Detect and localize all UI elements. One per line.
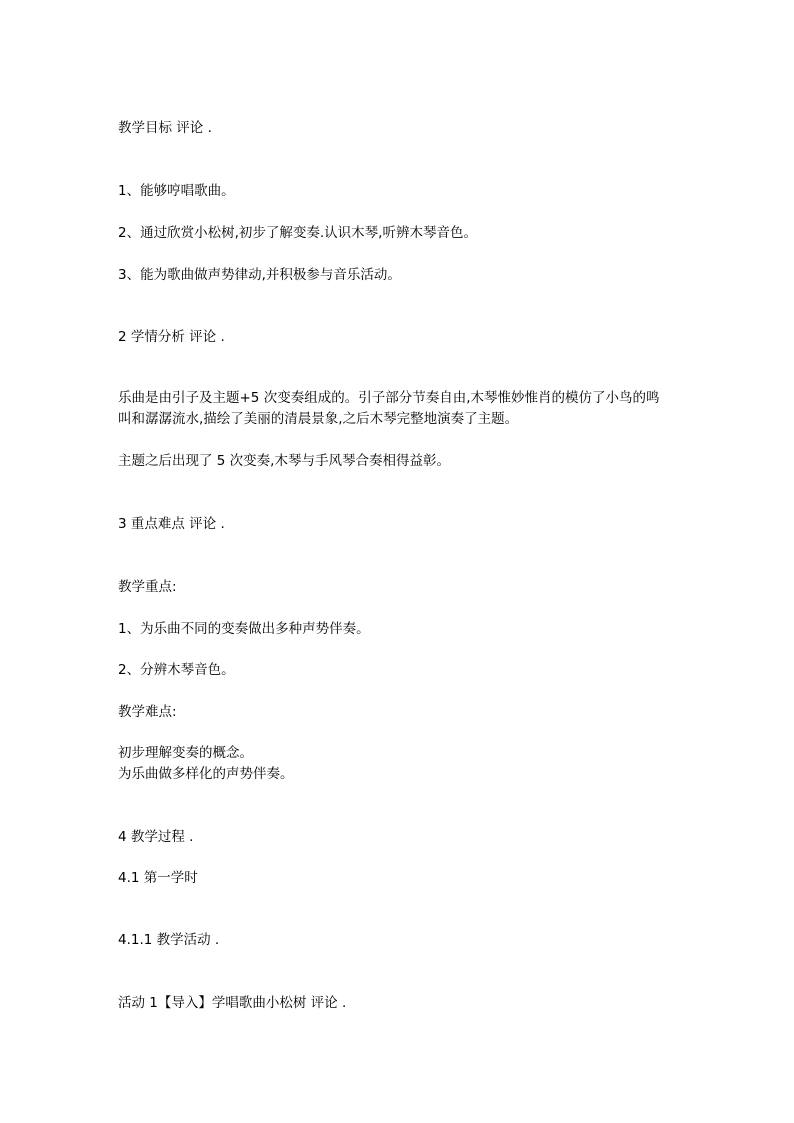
key-point-item-2: 2、分辨木琴音色。: [118, 662, 235, 678]
objective-item-2: 2、通过欣赏小松树,初步了解变奏.认识木琴,听辨木琴音色。: [118, 225, 477, 241]
difficult-point-item-1: 初步理解变奏的概念。: [118, 745, 253, 761]
subsection-teaching-activities: 4.1.1 教学活动 .: [118, 932, 220, 948]
analysis-paragraph-1-line-1: 乐曲是由引子及主题+5 次变奏组成的。引子部分节奏自由,木琴惟妙惟肖的模仿了小鸟的鸣: [118, 390, 660, 406]
objective-item-3: 3、能为歌曲做声势律动,并积极参与音乐活动。: [118, 267, 401, 283]
activity-1-heading: 活动 1【导入】学唱歌曲小松树 评论 .: [118, 995, 347, 1011]
key-points-label: 教学重点:: [118, 579, 177, 595]
difficult-point-item-2: 为乐曲做多样化的声势伴奏。: [118, 766, 294, 782]
analysis-paragraph-2: 主题之后出现了 5 次变奏,木琴与手风琴合奏相得益彰。: [118, 453, 450, 469]
section-heading-teaching-process: 4 教学过程 .: [118, 829, 194, 845]
section-heading-teaching-objectives: 教学目标 评论 .: [118, 120, 212, 136]
objective-item-1: 1、能够哼唱歌曲。: [118, 183, 235, 199]
section-heading-key-difficult-points: 3 重点难点 评论 .: [118, 516, 225, 532]
section-heading-learner-analysis: 2 学情分析 评论 .: [118, 329, 225, 345]
key-point-item-1: 1、为乐曲不同的变奏做出多种声势伴奏。: [118, 621, 370, 637]
analysis-paragraph-1-line-2: 叫和潺潺流水,描绘了美丽的清晨景象,之后木琴完整地演奏了主题。: [118, 411, 519, 427]
difficult-points-label: 教学难点:: [118, 704, 177, 720]
analysis-paragraph-1: [118, 388, 678, 430]
subsection-first-lesson: 4.1 第一学时: [118, 870, 198, 886]
